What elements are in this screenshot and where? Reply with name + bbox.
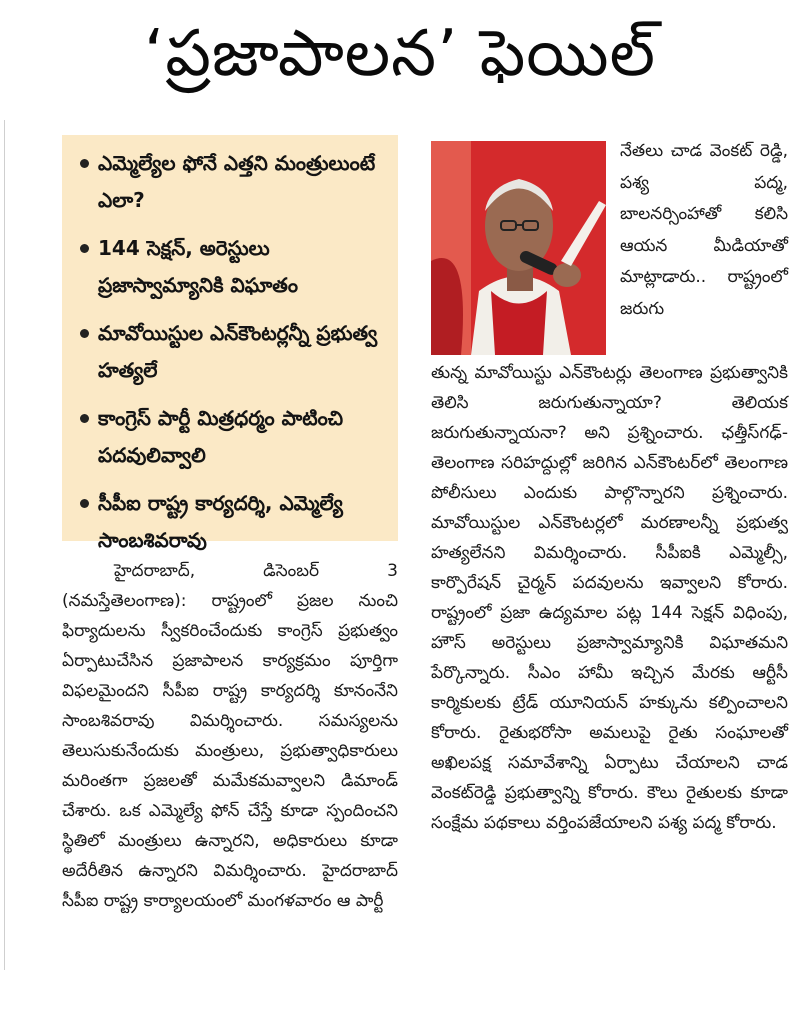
headline: ‘ప్రజాపాలన’ ఫెయిల్	[144, 17, 656, 91]
column-rule	[4, 120, 5, 970]
bullet-icon	[80, 414, 89, 423]
highlights-list	[76, 145, 392, 559]
bullet-icon	[80, 159, 89, 168]
highlights-box	[62, 135, 398, 552]
highlight-item: కాంగ్రెస్ పార్టీ మిత్రధర్మం పాటించి పదవులివ్వాలి	[76, 400, 392, 474]
article-text-beside-photo: నేతలు చాడ వెంకట్ రెడ్డి, పశ్య పద్మ, బాలనర్సింహాతో కలిసి ఆయన మీడియాతో మాట్లాడారు.. రాష్ట్రంలో జరుగు	[620, 141, 788, 319]
highlight-item: 144 సెక్షన్, అరెస్టులు ప్రజాస్వామ్యానికి విఘాతం	[76, 230, 392, 304]
highlight-item: మావోయిస్టుల ఎన్‌కౌంటర్లన్నీ ప్రభుత్వ హత్యలే	[76, 315, 392, 389]
bullet-icon	[80, 499, 89, 508]
speaker-photo-illustration	[431, 141, 606, 355]
highlight-item: సీపీఐ రాష్ట్ర కార్యదర్శి, ఎమ్మెల్యే సాంబశివరావు	[76, 485, 392, 559]
bullet-icon	[80, 329, 89, 338]
article-text-left-column: హైదరాబాద్, డిసెంబర్ 3 (నమస్తేతెలంగాణ): రాష్ట్రంలో ప్రజల నుంచి ఫిర్యాదులను స్వీకరించేందుకు కాంగ్రెస్ ప్రభుత్వం ఏర్పాటుచేసిన ప్రజాపాలన కార్యక్రమం పూర్తిగా విఫలమైందని సీపీఐ రాష్ట్ర కార్యదర్శి కూనంనేని సాంబశివరావు విమర్శించారు. సమస్యలను తెలుసుకునేందుకు మంత్రులు, ప్రభుత్వాధికారులు మరింతగా ప్రజలతో మమేకమవ్వాలని డిమాండ్ చేశారు. ఒక ఎమ్మెల్యే ఫోన్ చేస్తే కూడా స్పందించని స్థితిలో మంత్రులు ఉన్నారని, అధికారులు కూడా అదేరీతిన ఉన్నారని విమర్శించారు. హైదరాబాద్ సీపీఐ రాష్ట్ర కార్యాలయంలో మంగళవారం ఆ పార్టీ	[62, 561, 398, 911]
article-text-right-column: తున్న మావోయిస్టు ఎన్‌కౌంటర్లు తెలంగాణ ప్రభుత్వానికి తెలిసి జరుగుతున్నాయా? తెలియక జరుగుతున్నాయనా? అని ప్రశ్నించారు. ఛత్తీస్‌గఢ్-తెలంగాణ సరిహద్దుల్లో జరిగిన ఎన్‌కౌంటర్‌లో తెలంగాణ పోలీసులు ఎందుకు పాల్గొన్నారని ప్రశ్నించారు. మావోయిస్టుల ఎన్‌కౌంటర్లలో మరణాలన్నీ ప్రభుత్వ హత్యలేనని విమర్శించారు. సీపీఐకి ఎమ్మెల్సీ, కార్పొరేషన్ చైర్మన్ పదవులను ఇవ్వాలని కోరారు. రాష్ట్రంలో ప్రజా ఉద్యమాల పట్ల 144 సెక్షన్ విధింపు, హౌస్ అరెస్టులు ప్రజాస్వామ్యానికి విఘాతమని పేర్కొన్నారు. సీఎం హామీ ఇచ్చిన మేరకు ఆర్టీసీ కార్మికులకు ట్రేడ్ యూనియన్ హక్కును కల్పించాలని కోరారు. రైతుభరోసా అమలుపై రైతు సంఘాలతో అఖిలపక్ష సమావేశాన్ని ఏర్పాటు చేయాలని చాడ వెంకట్‌రెడ్డి ప్రభుత్వాన్ని కోరారు. కౌలు రైతులకు కూడా సంక్షేమ పథకాలు వర్తింపజేయాలని పశ్య పద్మ కోరారు.	[431, 363, 788, 833]
bullet-icon	[80, 244, 89, 253]
speaker-photo	[431, 141, 606, 355]
highlight-item: ఎమ్మెల్యేల ఫోనే ఎత్తని మంత్రులుంటే ఎలా?	[76, 145, 392, 219]
